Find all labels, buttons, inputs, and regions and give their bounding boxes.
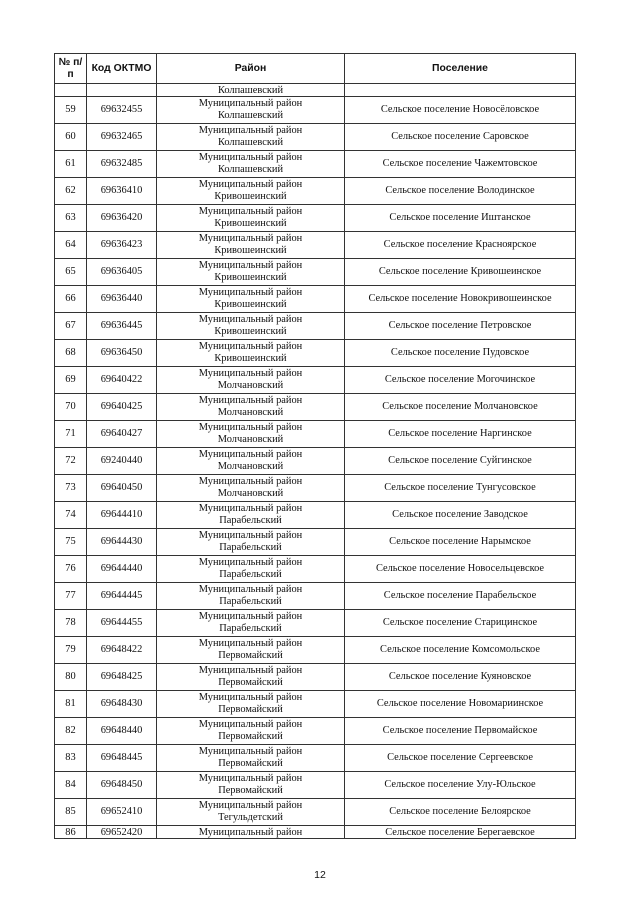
row-num: 59 bbox=[55, 97, 87, 124]
row-num: 77 bbox=[55, 583, 87, 610]
table-row bbox=[55, 610, 576, 637]
table-row bbox=[55, 772, 576, 799]
page-number: 12 bbox=[314, 869, 326, 881]
district-name: Молчановский bbox=[217, 407, 284, 418]
table-row-partial bbox=[55, 826, 576, 839]
row-code: 69644440 bbox=[87, 556, 157, 583]
district-type: Муниципальный район bbox=[198, 475, 303, 487]
row-code: 69640427 bbox=[87, 421, 157, 448]
district-type: Муниципальный район bbox=[198, 97, 303, 109]
row-code: 69652410 bbox=[87, 799, 157, 826]
row-num: 83 bbox=[55, 745, 87, 772]
district-name: Парабельский bbox=[219, 623, 282, 634]
table-row bbox=[55, 664, 576, 691]
district-name: Кривошеинский bbox=[214, 272, 287, 283]
table-row bbox=[55, 394, 576, 421]
row-district bbox=[157, 286, 345, 313]
table-row bbox=[55, 583, 576, 610]
row-district bbox=[157, 448, 345, 475]
row-settlement: Сельское поселение Суйгинское bbox=[345, 448, 576, 475]
row-district bbox=[157, 97, 345, 124]
row-code: 69632455 bbox=[87, 97, 157, 124]
row-code: 69636405 bbox=[87, 259, 157, 286]
district-type: Муниципальный район bbox=[198, 772, 303, 784]
district-name: Кривошеинский bbox=[214, 299, 287, 310]
row-district bbox=[157, 394, 345, 421]
row-settlement: Сельское поселение Могочинское bbox=[345, 367, 576, 394]
row-num: 85 bbox=[55, 799, 87, 826]
row-num: 79 bbox=[55, 637, 87, 664]
district-name: Молчановский bbox=[217, 488, 284, 499]
row-settlement: Сельское поселение Первомайское bbox=[345, 718, 576, 745]
district-type: Муниципальный район bbox=[198, 448, 303, 460]
row-code: 69636410 bbox=[87, 178, 157, 205]
district-type: Муниципальный район bbox=[198, 799, 303, 811]
header-settlement: Поселение bbox=[345, 54, 576, 84]
row-num: 75 bbox=[55, 529, 87, 556]
district-name: Первомайский bbox=[218, 704, 283, 715]
district-name: Первомайский bbox=[218, 758, 283, 769]
table-row bbox=[55, 799, 576, 826]
district-name: Молчановский bbox=[217, 434, 284, 445]
district-name: Парабельский bbox=[219, 596, 282, 607]
row-num: 73 bbox=[55, 475, 87, 502]
row-num: 66 bbox=[55, 286, 87, 313]
row-num: 69 bbox=[55, 367, 87, 394]
header-code: Код ОКТМО bbox=[87, 54, 157, 84]
district-name: Кривошеинский bbox=[214, 218, 287, 229]
district-type: Муниципальный район bbox=[198, 610, 303, 622]
district-type: Муниципальный район bbox=[198, 205, 303, 217]
row-code: 69640450 bbox=[87, 475, 157, 502]
district-name: Первомайский bbox=[218, 731, 283, 742]
table-row bbox=[55, 421, 576, 448]
row-num: 76 bbox=[55, 556, 87, 583]
row-code: 69648445 bbox=[87, 745, 157, 772]
table-row bbox=[55, 475, 576, 502]
district-name: Первомайский bbox=[218, 677, 283, 688]
table-row bbox=[55, 340, 576, 367]
row-district bbox=[157, 313, 345, 340]
table-row bbox=[55, 637, 576, 664]
row-num: 86 bbox=[55, 826, 87, 839]
row-settlement: Сельское поселение Наргинское bbox=[345, 421, 576, 448]
district-type: Муниципальный район bbox=[198, 556, 303, 568]
row-code: 69636423 bbox=[87, 232, 157, 259]
district-name: Первомайский bbox=[218, 650, 283, 661]
row-district bbox=[157, 772, 345, 799]
row-district bbox=[157, 799, 345, 826]
row-settlement: Сельское поселение Иштанское bbox=[345, 205, 576, 232]
row-code: 69636450 bbox=[87, 340, 157, 367]
header-num: № п/п bbox=[55, 54, 87, 84]
row-settlement: Сельское поселение Улу-Юльское bbox=[345, 772, 576, 799]
district-name: Кривошеинский bbox=[214, 191, 287, 202]
district-type: Муниципальный район bbox=[198, 394, 303, 406]
row-num: 82 bbox=[55, 718, 87, 745]
row-settlement: Сельское поселение Заводское bbox=[345, 502, 576, 529]
settlements-table bbox=[54, 53, 576, 839]
district-name: Парабельский bbox=[219, 569, 282, 580]
row-settlement: Сельское поселение Парабельское bbox=[345, 583, 576, 610]
row-num: 60 bbox=[55, 124, 87, 151]
row-num: 61 bbox=[55, 151, 87, 178]
row-district bbox=[157, 691, 345, 718]
row-num: 84 bbox=[55, 772, 87, 799]
row-settlement: Сельское поселение Пудовское bbox=[345, 340, 576, 367]
row-district bbox=[157, 232, 345, 259]
row-settlement: Сельское поселение Петровское bbox=[345, 313, 576, 340]
row-code: 69648440 bbox=[87, 718, 157, 745]
row-settlement: Сельское поселение Новосёловское bbox=[345, 97, 576, 124]
row-district bbox=[157, 502, 345, 529]
table-row bbox=[55, 232, 576, 259]
row-district bbox=[157, 475, 345, 502]
district-type: Муниципальный район bbox=[198, 232, 303, 244]
district-type: Муниципальный район bbox=[198, 745, 303, 757]
row-settlement: Сельское поселение Берегаевское bbox=[345, 826, 576, 839]
row-district bbox=[157, 367, 345, 394]
row-code: 69648422 bbox=[87, 637, 157, 664]
row-code: 69240440 bbox=[87, 448, 157, 475]
row-code: 69632485 bbox=[87, 151, 157, 178]
table-row bbox=[55, 691, 576, 718]
table-row bbox=[55, 124, 576, 151]
row-district bbox=[157, 124, 345, 151]
district-name: Кривошеинский bbox=[214, 245, 287, 256]
row-num: 74 bbox=[55, 502, 87, 529]
row-num: 63 bbox=[55, 205, 87, 232]
district-name: Колпашевский bbox=[217, 137, 284, 148]
district-type: Муниципальный район bbox=[198, 286, 303, 298]
district-name: Молчановский bbox=[217, 380, 284, 391]
table-row bbox=[55, 556, 576, 583]
table-row bbox=[55, 259, 576, 286]
district-name: Кривошеинский bbox=[214, 326, 287, 337]
table-row bbox=[55, 151, 576, 178]
district-type: Муниципальный район bbox=[198, 124, 303, 136]
row-num: 71 bbox=[55, 421, 87, 448]
district-name: Колпашевский bbox=[217, 110, 284, 121]
row-district bbox=[157, 556, 345, 583]
row-num: 70 bbox=[55, 394, 87, 421]
district-type: Муниципальный район bbox=[198, 529, 303, 541]
row-district bbox=[157, 340, 345, 367]
row-code: 69652420 bbox=[87, 826, 157, 839]
table-row bbox=[55, 313, 576, 340]
district-type: Муниципальный район bbox=[198, 259, 303, 271]
row-settlement: Сельское поселение Кривошеинское bbox=[345, 259, 576, 286]
row-num: 80 bbox=[55, 664, 87, 691]
row-code: 69648430 bbox=[87, 691, 157, 718]
row-code: 69640422 bbox=[87, 367, 157, 394]
row-district bbox=[157, 205, 345, 232]
district-type: Муниципальный район bbox=[198, 151, 303, 163]
row-district bbox=[157, 421, 345, 448]
row-code: 69648450 bbox=[87, 772, 157, 799]
row-district bbox=[157, 259, 345, 286]
district-type: Муниципальный район bbox=[198, 502, 303, 514]
table-row bbox=[55, 205, 576, 232]
table-row bbox=[55, 718, 576, 745]
row-settlement: Сельское поселение Чажемтовское bbox=[345, 151, 576, 178]
row-code: 69644430 bbox=[87, 529, 157, 556]
row-code: 69636445 bbox=[87, 313, 157, 340]
row-settlement: Сельское поселение Новосельцевское bbox=[345, 556, 576, 583]
table-row bbox=[55, 97, 576, 124]
row-settlement: Сельское поселение Новокривошеинское bbox=[345, 286, 576, 313]
district-type: Муниципальный район bbox=[198, 367, 303, 379]
row-settlement: Сельское поселение Белоярское bbox=[345, 799, 576, 826]
row-settlement: Сельское поселение Тунгусовское bbox=[345, 475, 576, 502]
district-type: Муниципальный район bbox=[198, 340, 303, 352]
table-row bbox=[55, 502, 576, 529]
row-num: 68 bbox=[55, 340, 87, 367]
row-num: 81 bbox=[55, 691, 87, 718]
row-settlement: Сельское поселение Молчановское bbox=[345, 394, 576, 421]
row-num: 64 bbox=[55, 232, 87, 259]
row-district bbox=[157, 529, 345, 556]
row-district bbox=[157, 583, 345, 610]
row-code: 69648425 bbox=[87, 664, 157, 691]
row-settlement: Сельское поселение Новомариинское bbox=[345, 691, 576, 718]
row-num: 78 bbox=[55, 610, 87, 637]
row-settlement: Сельское поселение Володинское bbox=[345, 178, 576, 205]
district-name: Колпашевский bbox=[217, 164, 284, 175]
row-settlement: Сельское поселение Нарымское bbox=[345, 529, 576, 556]
row-code: 69636440 bbox=[87, 286, 157, 313]
row-district: Муниципальный район bbox=[157, 826, 345, 839]
row-settlement: Сельское поселение Красноярское bbox=[345, 232, 576, 259]
district-name: Молчановский bbox=[217, 461, 284, 472]
district-type: Муниципальный район bbox=[198, 664, 303, 676]
row-district bbox=[157, 610, 345, 637]
row-num: 67 bbox=[55, 313, 87, 340]
row-code: 69644445 bbox=[87, 583, 157, 610]
row-settlement: Сельское поселение Старицинское bbox=[345, 610, 576, 637]
row-settlement: Сельское поселение Куяновское bbox=[345, 664, 576, 691]
table-header-row bbox=[55, 54, 576, 84]
row-num: 65 bbox=[55, 259, 87, 286]
table-row bbox=[55, 745, 576, 772]
row-code: 69644410 bbox=[87, 502, 157, 529]
district-type: Муниципальный район bbox=[198, 583, 303, 595]
district-type: Муниципальный район bbox=[198, 313, 303, 325]
row-settlement: Сельское поселение Комсомольское bbox=[345, 637, 576, 664]
continuation-district: Колпашевский bbox=[157, 84, 345, 97]
row-code: 69644455 bbox=[87, 610, 157, 637]
table-row bbox=[55, 529, 576, 556]
row-num: 72 bbox=[55, 448, 87, 475]
table-row bbox=[55, 367, 576, 394]
table-row bbox=[55, 448, 576, 475]
row-district bbox=[157, 178, 345, 205]
table-row bbox=[55, 178, 576, 205]
district-name: Кривошеинский bbox=[214, 353, 287, 364]
district-name: Парабельский bbox=[219, 542, 282, 553]
district-name: Тегульдетский bbox=[218, 812, 283, 823]
header-district: Район bbox=[157, 54, 345, 84]
district-type: Муниципальный район bbox=[198, 178, 303, 190]
district-name: Первомайский bbox=[218, 785, 283, 796]
district-type: Муниципальный район bbox=[198, 691, 303, 703]
row-code: 69640425 bbox=[87, 394, 157, 421]
continuation-row bbox=[55, 84, 576, 97]
row-settlement: Сельское поселение Сергеевское bbox=[345, 745, 576, 772]
row-district bbox=[157, 151, 345, 178]
district-type: Муниципальный район bbox=[198, 421, 303, 433]
row-district bbox=[157, 637, 345, 664]
district-name: Парабельский bbox=[219, 515, 282, 526]
row-num: 62 bbox=[55, 178, 87, 205]
row-code: 69636420 bbox=[87, 205, 157, 232]
row-district bbox=[157, 745, 345, 772]
row-district bbox=[157, 718, 345, 745]
row-district bbox=[157, 664, 345, 691]
row-code: 69632465 bbox=[87, 124, 157, 151]
district-type: Муниципальный район bbox=[198, 718, 303, 730]
district-type: Муниципальный район bbox=[198, 637, 303, 649]
table-row bbox=[55, 286, 576, 313]
row-settlement: Сельское поселение Саровское bbox=[345, 124, 576, 151]
